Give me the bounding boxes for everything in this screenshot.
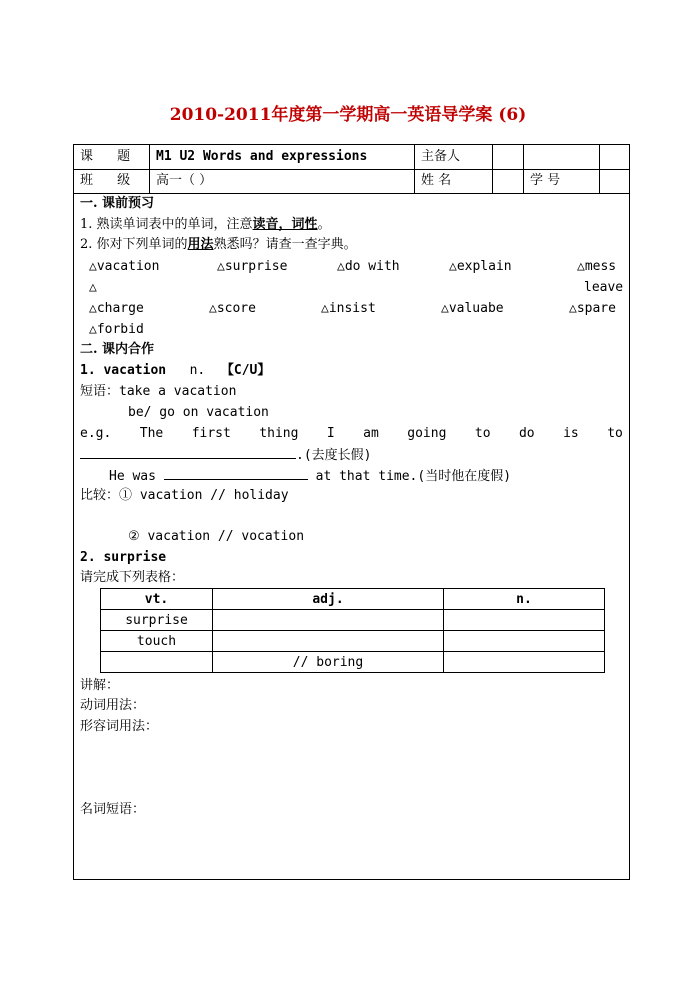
name-value	[493, 169, 524, 193]
word-score: △score	[209, 301, 256, 316]
table-row	[101, 631, 605, 652]
table-cell: surprise	[101, 610, 213, 631]
answer-blank[interactable]	[80, 444, 296, 459]
topic-value: M1 U2 Words and expressions	[150, 145, 415, 169]
vocab2-heading: 2. surprise	[80, 550, 167, 565]
header-row-class	[74, 169, 629, 194]
phrase-line: 短语：take a vacation	[80, 384, 237, 399]
header-n: n.	[444, 589, 605, 610]
phrase2-line: be/ go on vacation	[128, 405, 269, 420]
header-row-topic	[74, 145, 629, 170]
name-label: 姓 名	[415, 169, 493, 193]
compare-1: 比较：① vacation // holiday	[80, 488, 289, 503]
verb-usage-label: 动词用法：	[80, 698, 146, 713]
table-cell-input[interactable]	[213, 631, 444, 652]
page-title: 2010-2011年度第一学期高一英语导学案 (6)	[169, 105, 527, 125]
table-row	[101, 610, 605, 631]
preparer-value-cell-b	[524, 145, 600, 169]
table-header-row	[101, 589, 605, 610]
example-sentence: e.g. The first thing I am going to do is to	[80, 426, 623, 441]
table-cell-input[interactable]	[444, 610, 605, 631]
word-do-with: △do with	[337, 259, 400, 274]
table-cell-input[interactable]	[101, 652, 213, 673]
word-forbid: △forbid	[89, 322, 144, 337]
explain-label: 讲解：	[80, 678, 120, 693]
section1-heading: 一. 课前预习	[80, 196, 155, 211]
class-value: 高一（ ）	[150, 169, 415, 193]
word-insist: △insist	[321, 301, 376, 316]
number-value	[600, 169, 629, 193]
table-cell: touch	[101, 631, 213, 652]
table-row	[101, 652, 605, 673]
table-cell-input[interactable]	[444, 652, 605, 673]
adj-usage-label: 形容词用法：	[80, 719, 159, 734]
worksheet	[73, 144, 630, 880]
preparer-value-cell-c	[600, 145, 629, 169]
header-vt: vt.	[101, 589, 213, 610]
word-surprise: △surprise	[217, 259, 288, 274]
he-was-line: He was at that time.(当时他在度假)	[109, 465, 511, 487]
word-charge: △charge	[89, 301, 144, 316]
example-blank-line: .(去度长假)	[80, 444, 371, 466]
answer-blank-2[interactable]	[164, 465, 308, 480]
preparer-value-cell-a	[493, 145, 524, 169]
vocab1-word: vacation	[103, 363, 167, 378]
preparer-label: 主备人	[415, 145, 493, 169]
noun-phrase-label: 名词短语：	[80, 802, 146, 817]
vocab1-line: 1. vacation n. 【C/U】	[80, 363, 271, 378]
header-adj: adj.	[213, 589, 444, 610]
compare-2: ② vacation // vocation	[128, 529, 305, 544]
table-cell-input[interactable]	[213, 610, 444, 631]
section1-item2: 2. 你对下列单词的用法熟悉吗？请查一查字典。	[80, 237, 357, 252]
word-spare: △spare	[569, 301, 616, 316]
table-cell-input[interactable]	[444, 631, 605, 652]
word-mess: △mess	[577, 259, 617, 274]
class-label: 班 级	[74, 169, 150, 193]
word-form-table	[100, 588, 605, 673]
topic-label: 课 题	[74, 145, 150, 169]
word-explain: △explain	[449, 259, 512, 274]
table-instruction: 请完成下列表格：	[80, 570, 185, 585]
word-leave: leave	[584, 280, 624, 295]
item2-emphasis: 用法	[187, 237, 214, 252]
section1-item1: 1. 熟读单词表中的单词，注意读音，词性。	[80, 217, 331, 232]
word-valuabe: △valuabe	[441, 301, 504, 316]
section2-heading: 二. 课内合作	[80, 342, 155, 357]
word-triangle-alone: △	[89, 280, 97, 295]
number-label: 学 号	[524, 169, 600, 193]
item1-emphasis: 读音，词性	[252, 217, 318, 232]
table-cell: // boring	[213, 652, 444, 673]
word-vacation: △vacation	[89, 259, 160, 274]
